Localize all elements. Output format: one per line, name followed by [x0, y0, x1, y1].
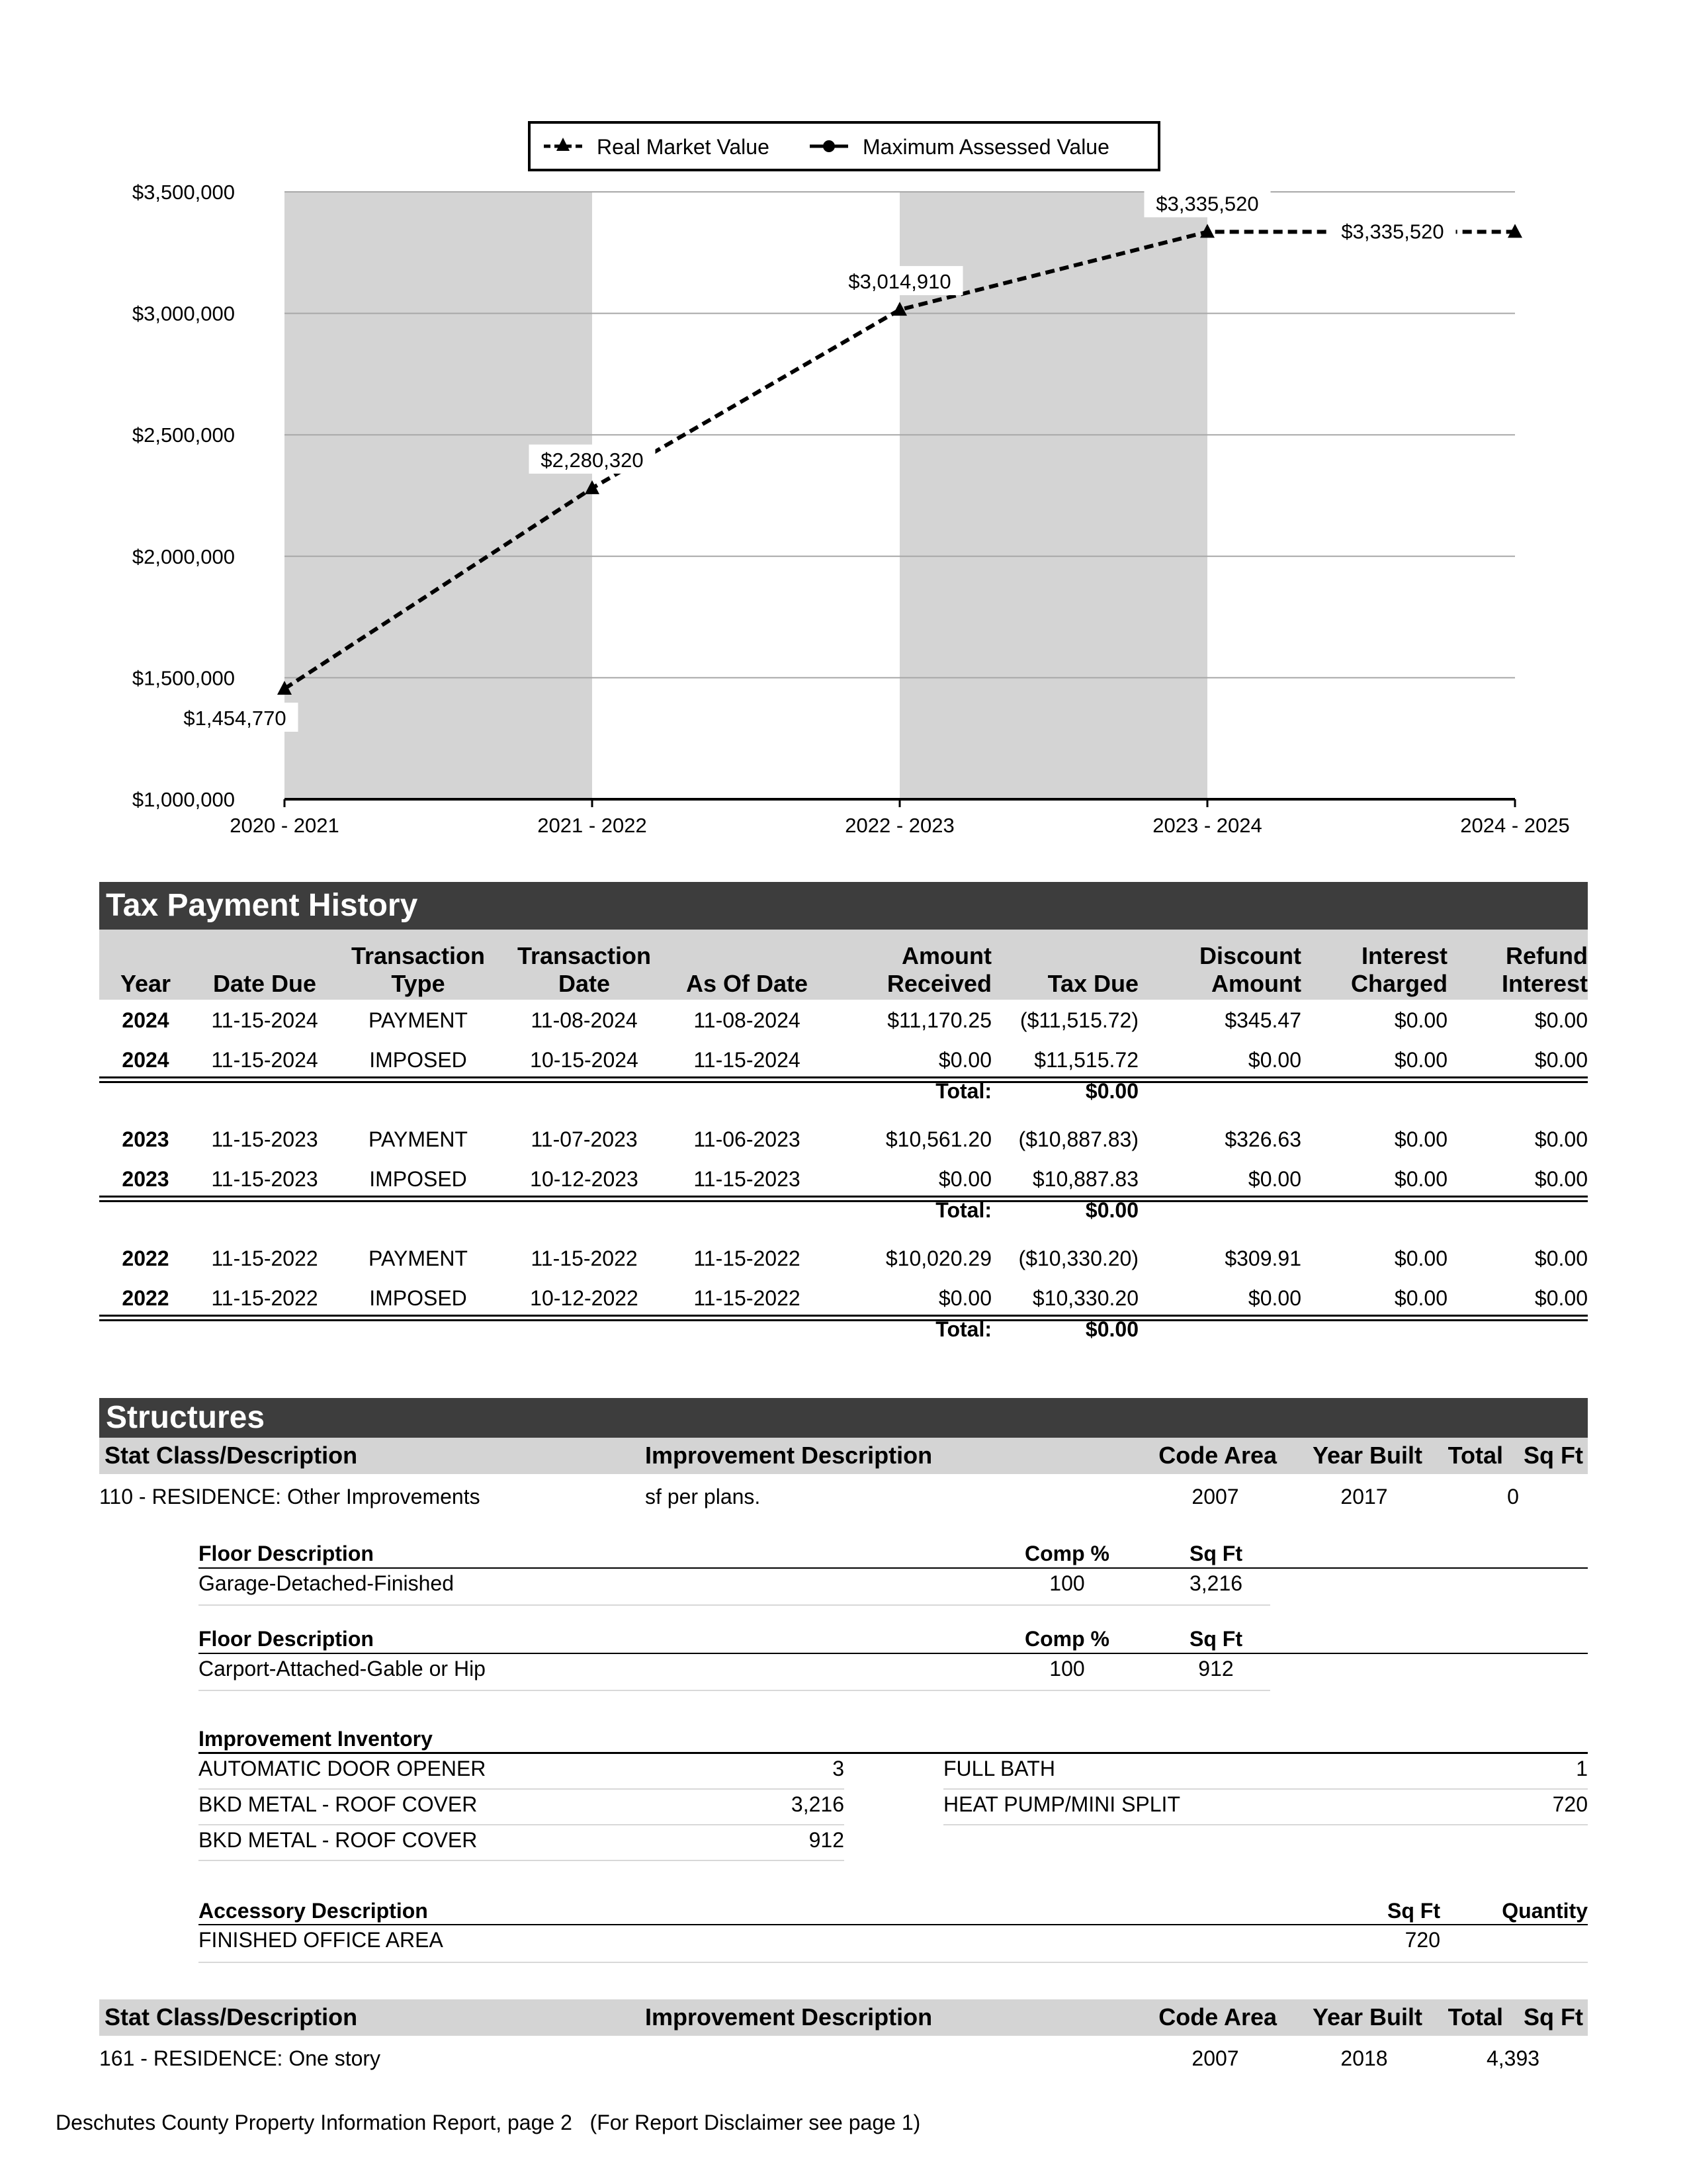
total-rule — [99, 1196, 1588, 1198]
cell-amount-received: $0.00 — [938, 1167, 992, 1191]
total-rule — [99, 1076, 1588, 1078]
total-rule — [99, 1319, 1588, 1321]
page-footer: Deschutes County Property Information Report, page 2 (For Report Disclaimer see page 1) — [56, 2111, 921, 2134]
cell-refund-interest: $0.00 — [1534, 1167, 1588, 1191]
cell-discount-amount: $309.91 — [1225, 1246, 1301, 1270]
col-header-stat-class: Stat Class/Description — [105, 1442, 358, 1469]
floor-comp: 100 — [1049, 1657, 1085, 1681]
cell-transaction-type: IMPOSED — [369, 1048, 467, 1072]
col-header-discount-amount: Discount — [1199, 942, 1301, 969]
accessory-sqft-header: Sq Ft — [1387, 1899, 1440, 1923]
inventory-row-rule — [198, 1824, 844, 1825]
y-tick-label: $2,500,000 — [132, 423, 235, 447]
cell-amount-received: $10,561.20 — [885, 1127, 992, 1151]
cell-transaction-type: PAYMENT — [368, 1008, 468, 1032]
cell-year: 2024 — [122, 1008, 169, 1032]
cell-amount-received: $0.00 — [938, 1048, 992, 1072]
floor-description: Carport-Attached-Gable or Hip — [198, 1657, 486, 1681]
cell-transaction-date: 10-12-2023 — [530, 1167, 638, 1191]
y-tick-label: $1,000,000 — [132, 788, 235, 811]
cell-as-of-date: 11-15-2022 — [693, 1286, 800, 1310]
col-header-amount-received: Amount — [902, 942, 992, 969]
floor-row-rule — [198, 1690, 1270, 1691]
inventory-row-rule — [943, 1788, 1588, 1790]
cell-transaction-type: PAYMENT — [368, 1127, 468, 1151]
col-header-total: Total — [1448, 2003, 1503, 2031]
cell-discount-amount: $0.00 — [1248, 1048, 1301, 1072]
inventory-item-qty: 3 — [832, 1757, 844, 1780]
cell-transaction-type: PAYMENT — [368, 1246, 468, 1270]
cell-tax-due: $10,330.20 — [1032, 1286, 1139, 1310]
col-header-interest-charged: Interest — [1361, 942, 1448, 969]
y-tick-label: $1,500,000 — [132, 666, 235, 690]
inventory-item-name: BKD METAL - ROOF COVER — [198, 1828, 478, 1852]
cell-year: 2023 — [122, 1167, 169, 1191]
cell-date-due: 11-15-2024 — [211, 1008, 318, 1032]
data-label: $3,014,910 — [848, 270, 951, 294]
accessory-description: FINISHED OFFICE AREA — [198, 1928, 443, 1952]
floor-comp: 100 — [1049, 1571, 1085, 1595]
circle-marker-icon — [823, 140, 835, 152]
cell-as-of-date: 11-06-2023 — [693, 1127, 800, 1151]
col-header-interest-charged: Charged — [1350, 970, 1448, 997]
cell-date-due: 11-15-2022 — [211, 1246, 318, 1270]
cell-discount-amount: $345.47 — [1225, 1008, 1301, 1032]
x-tick-label: 2024 - 2025 — [1460, 814, 1570, 837]
cell-interest-charged: $0.00 — [1394, 1008, 1448, 1032]
inventory-item-name: BKD METAL - ROOF COVER — [198, 1792, 478, 1816]
col-header-code-area: Code Area — [1158, 1442, 1277, 1469]
cell-date-due: 11-15-2023 — [211, 1167, 318, 1191]
data-label: $2,280,320 — [541, 448, 644, 472]
inventory-header-rule — [198, 1752, 1588, 1754]
structure-total-sqft: 4,393 — [1486, 2046, 1540, 2070]
total-value: $0.00 — [1085, 1317, 1139, 1341]
inventory-row-rule — [198, 1788, 844, 1790]
floor-header-rule — [198, 1653, 1588, 1654]
col-header-improvement-description: Improvement Description — [645, 1442, 933, 1469]
x-tick-label: 2021 - 2022 — [537, 814, 647, 837]
col-header-discount-amount: Amount — [1211, 970, 1301, 997]
cell-as-of-date: 11-08-2024 — [693, 1008, 800, 1032]
cell-amount-received: $0.00 — [938, 1286, 992, 1310]
data-label: $3,335,520 — [1341, 220, 1444, 243]
tax-payment-history-header: Tax Payment History — [99, 882, 1588, 930]
floor-sqft-header: Sq Ft — [1190, 1542, 1242, 1565]
cell-transaction-date: 10-15-2024 — [530, 1048, 638, 1072]
data-label: $3,335,520 — [1156, 192, 1259, 216]
cell-amount-received: $10,020.29 — [885, 1246, 992, 1270]
floor-description-header: Floor Description — [198, 1627, 374, 1651]
total-rule — [99, 1081, 1588, 1083]
accessory-sqft: 720 — [1405, 1928, 1440, 1952]
cell-discount-amount: $0.00 — [1248, 1286, 1301, 1310]
col-header-year: Year — [120, 970, 171, 997]
cell-interest-charged: $0.00 — [1394, 1246, 1448, 1270]
cell-year: 2024 — [122, 1048, 169, 1072]
cell-interest-charged: $0.00 — [1394, 1167, 1448, 1191]
x-tick-label: 2023 - 2024 — [1152, 814, 1262, 837]
total-rule — [99, 1200, 1588, 1202]
cell-date-due: 11-15-2024 — [211, 1048, 318, 1072]
col-header-sq-ft: Sq Ft — [1524, 2003, 1583, 2031]
cell-tax-due: ($11,515.72) — [1019, 1008, 1139, 1032]
col-header-year-built: Year Built — [1312, 2003, 1422, 2031]
col-header-amount-received: Received — [887, 970, 992, 997]
col-header-code-area: Code Area — [1158, 2003, 1277, 2031]
cell-transaction-date: 11-15-2022 — [531, 1246, 638, 1270]
cell-interest-charged: $0.00 — [1394, 1048, 1448, 1072]
inventory-row-rule — [943, 1824, 1588, 1825]
accessory-row-rule — [198, 1962, 1588, 1963]
floor-comp-header: Comp % — [1025, 1627, 1109, 1651]
col-header-transaction-type: Type — [391, 970, 445, 997]
col-header-date-due: Date Due — [212, 970, 317, 997]
structure-year-built: 2017 — [1340, 1485, 1388, 1508]
data-label: $1,454,770 — [183, 707, 286, 730]
col-header-transaction-type: Transaction — [351, 942, 486, 969]
cell-discount-amount: $326.63 — [1225, 1127, 1301, 1151]
col-header-stat-class: Stat Class/Description — [105, 2003, 358, 2031]
accessory-description-header: Accessory Description — [198, 1899, 428, 1923]
floor-comp-header: Comp % — [1025, 1542, 1109, 1565]
inventory-item-qty: 1 — [1576, 1757, 1588, 1780]
y-tick-label: $2,000,000 — [132, 545, 235, 568]
inventory-item-qty: 3,216 — [791, 1792, 844, 1816]
cell-tax-due: $11,515.72 — [1034, 1048, 1139, 1072]
cell-transaction-date: 11-08-2024 — [531, 1008, 638, 1032]
col-header-transaction-date: Date — [558, 970, 611, 997]
cell-as-of-date: 11-15-2023 — [693, 1167, 800, 1191]
inventory-item-name: FULL BATH — [943, 1757, 1055, 1780]
floor-sqft: 3,216 — [1189, 1571, 1243, 1595]
total-label: Total: — [935, 1317, 992, 1341]
legend-real-market-value: Real Market Value — [597, 135, 769, 159]
cell-amount-received: $11,170.25 — [887, 1008, 992, 1032]
cell-refund-interest: $0.00 — [1534, 1246, 1588, 1270]
cell-refund-interest: $0.00 — [1534, 1127, 1588, 1151]
total-rule — [99, 1315, 1588, 1317]
chart-legend — [529, 122, 1159, 170]
accessory-header-rule — [198, 1924, 1588, 1925]
legend-maximum-assessed-value: Maximum Assessed Value — [863, 135, 1109, 159]
y-tick-label: $3,500,000 — [132, 181, 235, 204]
total-label: Total: — [935, 1198, 992, 1222]
improvement-inventory-header: Improvement Inventory — [198, 1727, 433, 1751]
inventory-row-rule — [198, 1860, 844, 1861]
floor-sqft-header: Sq Ft — [1190, 1627, 1242, 1651]
total-label: Total: — [935, 1079, 992, 1103]
structures-header: Structures — [99, 1398, 1588, 1438]
total-value: $0.00 — [1085, 1079, 1139, 1103]
col-header-total: Total — [1448, 1442, 1503, 1469]
col-header-improvement-description: Improvement Description — [645, 2003, 933, 2031]
floor-description-header: Floor Description — [198, 1542, 374, 1565]
col-header-refund-interest: Refund — [1506, 942, 1588, 969]
cell-interest-charged: $0.00 — [1394, 1127, 1448, 1151]
chart-band — [284, 192, 592, 799]
cell-year: 2022 — [122, 1246, 169, 1270]
value-history-chart — [0, 0, 1687, 860]
cell-interest-charged: $0.00 — [1394, 1286, 1448, 1310]
cell-tax-due: $10,887.83 — [1032, 1167, 1139, 1191]
inventory-item-qty: 720 — [1552, 1792, 1588, 1816]
structure-stat-class: 110 - RESIDENCE: Other Improvements — [99, 1485, 480, 1508]
cell-transaction-date: 10-12-2022 — [530, 1286, 638, 1310]
col-header-as-of-date: As Of Date — [685, 970, 808, 997]
structure-year-built: 2018 — [1340, 2046, 1388, 2070]
col-header-year-built: Year Built — [1312, 1442, 1422, 1469]
floor-row-rule — [198, 1604, 1270, 1606]
cell-transaction-date: 11-07-2023 — [531, 1127, 638, 1151]
total-value: $0.00 — [1085, 1198, 1139, 1222]
col-header-sq-ft: Sq Ft — [1524, 1442, 1583, 1469]
x-tick-label: 2022 - 2023 — [845, 814, 955, 837]
cell-transaction-type: IMPOSED — [369, 1167, 467, 1191]
cell-as-of-date: 11-15-2022 — [693, 1246, 800, 1270]
floor-header-rule — [198, 1567, 1588, 1569]
cell-as-of-date: 11-15-2024 — [693, 1048, 800, 1072]
y-tick-label: $3,000,000 — [132, 302, 235, 326]
cell-refund-interest: $0.00 — [1534, 1286, 1588, 1310]
inventory-item-qty: 912 — [808, 1828, 844, 1852]
cell-transaction-type: IMPOSED — [369, 1286, 467, 1310]
cell-date-due: 11-15-2023 — [211, 1127, 318, 1151]
structure-total-sqft: 0 — [1507, 1485, 1519, 1508]
inventory-item-name: AUTOMATIC DOOR OPENER — [198, 1757, 486, 1780]
cell-tax-due: ($10,330.20) — [1018, 1246, 1139, 1270]
structure-code-area: 2007 — [1191, 2046, 1239, 2070]
cell-refund-interest: $0.00 — [1534, 1048, 1588, 1072]
structure-code-area: 2007 — [1191, 1485, 1239, 1508]
cell-year: 2022 — [122, 1286, 169, 1310]
floor-sqft: 912 — [1198, 1657, 1234, 1681]
cell-refund-interest: $0.00 — [1534, 1008, 1588, 1032]
cell-year: 2023 — [122, 1127, 169, 1151]
col-header-transaction-date: Transaction — [517, 942, 652, 969]
structure-stat-class: 161 - RESIDENCE: One story — [99, 2046, 381, 2070]
inventory-item-name: HEAT PUMP/MINI SPLIT — [943, 1792, 1180, 1816]
col-header-tax-due: Tax Due — [1047, 970, 1139, 997]
cell-discount-amount: $0.00 — [1248, 1167, 1301, 1191]
structure-improvement-description: sf per plans. — [645, 1485, 761, 1508]
col-header-refund-interest: Interest — [1501, 970, 1588, 997]
accessory-quantity-header: Quantity — [1502, 1899, 1588, 1923]
floor-description: Garage-Detached-Finished — [198, 1571, 454, 1595]
cell-date-due: 11-15-2022 — [211, 1286, 318, 1310]
cell-tax-due: ($10,887.83) — [1018, 1127, 1139, 1151]
x-tick-label: 2020 - 2021 — [230, 814, 339, 837]
